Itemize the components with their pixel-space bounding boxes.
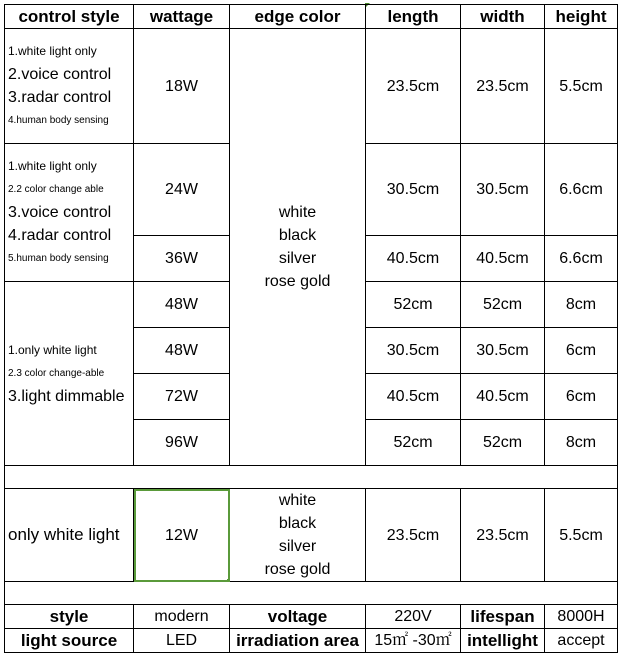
header-length[interactable]: length bbox=[366, 5, 461, 29]
height-cell[interactable]: 5.5cm bbox=[545, 29, 618, 144]
edge-color-line: white bbox=[278, 204, 317, 221]
edge-color-cell[interactable] bbox=[230, 489, 366, 582]
edge-color-line: rose gold bbox=[264, 273, 331, 290]
wattage-cell[interactable]: 36W bbox=[134, 236, 230, 282]
voltage-value[interactable]: 220V bbox=[366, 605, 461, 629]
wattage-cell[interactable]: 48W bbox=[134, 282, 230, 328]
table-row bbox=[5, 29, 618, 144]
height-cell[interactable]: 8cm bbox=[545, 282, 618, 328]
wattage-cell[interactable]: 72W bbox=[134, 374, 230, 420]
header-edge-color[interactable]: edge color bbox=[230, 5, 366, 29]
width-cell[interactable]: 23.5cm bbox=[461, 489, 545, 582]
style-value[interactable]: modern bbox=[134, 605, 230, 629]
control-line: 3.light dimmable bbox=[8, 388, 125, 405]
lifespan-value[interactable]: 8000H bbox=[545, 605, 618, 629]
width-cell[interactable]: 52cm bbox=[461, 282, 545, 328]
length-cell[interactable]: 30.5cm bbox=[366, 328, 461, 374]
edge-color-line: black bbox=[278, 227, 317, 244]
light-source-value[interactable]: LED bbox=[134, 629, 230, 653]
spec-table bbox=[4, 4, 618, 653]
control-style-cell-2[interactable] bbox=[5, 144, 134, 282]
length-cell[interactable]: 52cm bbox=[366, 282, 461, 328]
length-cell[interactable]: 23.5cm bbox=[366, 29, 461, 144]
header-height[interactable]: height bbox=[545, 5, 618, 29]
height-cell[interactable]: 6.6cm bbox=[545, 144, 618, 236]
height-cell[interactable]: 5.5cm bbox=[545, 489, 618, 582]
empty-cell[interactable] bbox=[5, 466, 618, 489]
control-line: 5.human body sensing bbox=[8, 253, 109, 264]
height-cell[interactable]: 6.6cm bbox=[545, 236, 618, 282]
control-style-cell-4[interactable] bbox=[5, 489, 134, 582]
control-line: 2.3 color change-able bbox=[8, 368, 105, 379]
edge-color-line: black bbox=[278, 515, 317, 532]
edge-color-line: white bbox=[278, 492, 317, 509]
edge-color-line: rose gold bbox=[264, 561, 331, 578]
control-line: only white light bbox=[8, 525, 120, 544]
control-line: 2.voice control bbox=[8, 66, 112, 83]
edge-color-cell[interactable] bbox=[230, 29, 366, 466]
edge-color-line: silver bbox=[278, 538, 317, 555]
header-row bbox=[5, 5, 618, 29]
length-cell[interactable]: 23.5cm bbox=[366, 489, 461, 582]
wattage-cell-selected[interactable]: 12W bbox=[134, 489, 230, 582]
control-line: 3.radar control bbox=[8, 89, 112, 106]
control-line: 1.only white light bbox=[8, 343, 97, 357]
empty-cell[interactable] bbox=[5, 582, 618, 605]
control-line: 3.voice control bbox=[8, 204, 112, 221]
control-line: 1.white light only bbox=[8, 159, 97, 173]
width-cell[interactable]: 30.5cm bbox=[461, 144, 545, 236]
empty-row bbox=[5, 466, 618, 489]
height-cell[interactable]: 8cm bbox=[545, 420, 618, 466]
wattage-cell[interactable]: 24W bbox=[134, 144, 230, 236]
control-line: 2.2 color change able bbox=[8, 184, 104, 195]
control-line: 1.white light only bbox=[8, 44, 97, 58]
header-control-style[interactable]: control style bbox=[5, 5, 134, 29]
length-cell[interactable]: 30.5cm bbox=[366, 144, 461, 236]
header-wattage[interactable]: wattage bbox=[134, 5, 230, 29]
irradiation-area-value[interactable]: 15㎡ -30㎡ bbox=[366, 629, 461, 653]
intellight-label[interactable]: intellight bbox=[461, 629, 545, 653]
width-cell[interactable]: 23.5cm bbox=[461, 29, 545, 144]
height-cell[interactable]: 6cm bbox=[545, 374, 618, 420]
control-style-cell-1[interactable] bbox=[5, 29, 134, 144]
light-source-label[interactable]: light source bbox=[5, 629, 134, 653]
height-cell[interactable]: 6cm bbox=[545, 328, 618, 374]
table-row bbox=[5, 489, 618, 582]
intellight-value[interactable]: accept bbox=[545, 629, 618, 653]
width-cell[interactable]: 40.5cm bbox=[461, 374, 545, 420]
header-width[interactable]: width bbox=[461, 5, 545, 29]
control-line: 4.radar control bbox=[8, 227, 112, 244]
wattage-cell[interactable]: 48W bbox=[134, 328, 230, 374]
width-cell[interactable]: 30.5cm bbox=[461, 328, 545, 374]
style-label[interactable]: style bbox=[5, 605, 134, 629]
width-cell[interactable]: 40.5cm bbox=[461, 236, 545, 282]
lifespan-label[interactable]: lifespan bbox=[461, 605, 545, 629]
footer-row-1 bbox=[5, 605, 618, 629]
control-line: 4.human body sensing bbox=[8, 115, 109, 126]
footer-row-2 bbox=[5, 629, 618, 653]
edge-color-line: silver bbox=[278, 250, 317, 267]
width-cell[interactable]: 52cm bbox=[461, 420, 545, 466]
wattage-cell[interactable]: 96W bbox=[134, 420, 230, 466]
length-cell[interactable]: 52cm bbox=[366, 420, 461, 466]
control-style-cell-3[interactable] bbox=[5, 282, 134, 466]
length-cell[interactable]: 40.5cm bbox=[366, 374, 461, 420]
empty-row bbox=[5, 582, 618, 605]
wattage-cell[interactable]: 18W bbox=[134, 29, 230, 144]
length-cell[interactable]: 40.5cm bbox=[366, 236, 461, 282]
voltage-label[interactable]: voltage bbox=[230, 605, 366, 629]
irradiation-area-label[interactable]: irradiation area bbox=[230, 629, 366, 653]
